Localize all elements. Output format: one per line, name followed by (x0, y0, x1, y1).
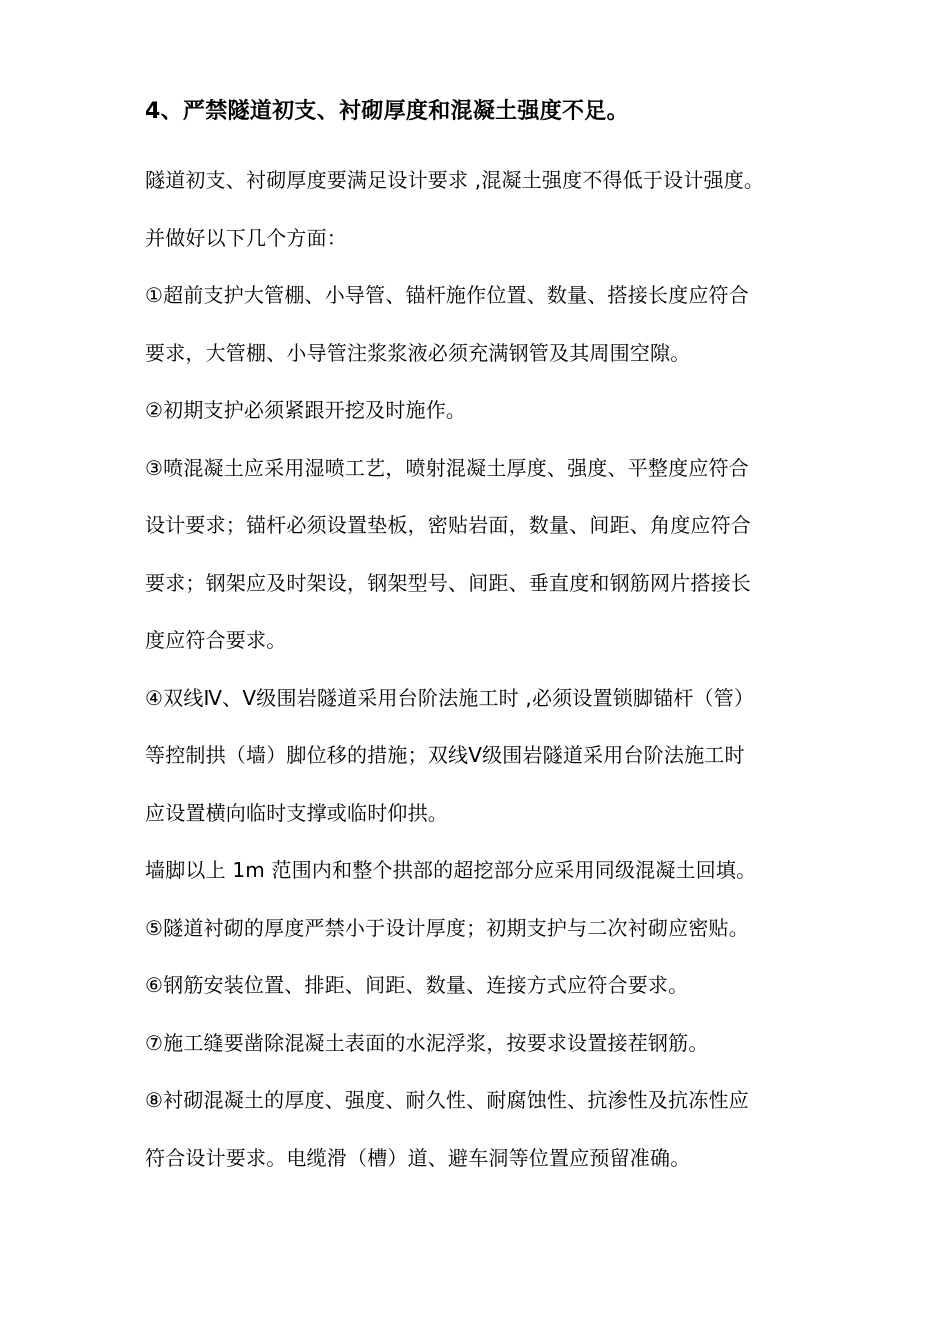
text-line: ②初期支护必须紧跟开挖及时施作。 (145, 398, 467, 422)
text-line: ①超前支护大管棚、小导管、锚杆施作位置、数量、搭接长度应符合 (145, 283, 749, 307)
text-line: 度应符合要求。 (145, 628, 287, 652)
text-line: 并做好以下几个方面： (145, 225, 347, 250)
text-line: 设计要求；锚杆必须设置垫板，密贴岩面，数量、间距、角度应符合 (145, 513, 751, 537)
text-line: 符合设计要求。电缆滑（槽）道、避车洞等位置应预留准确。 (145, 1145, 691, 1170)
body-text (145, 160, 835, 1195)
section-heading: 4、严禁隧道初支、衬砌厚度和混凝土强度不足。 (145, 99, 629, 124)
text-line: 墙脚以上 1m 范围内和整个拱部的超挖部分应采用同级混凝土回填。 (145, 858, 757, 882)
text-line: ⑧衬砌混凝土的厚度、强度、耐久性、耐腐蚀性、抗渗性及抗冻性应 (145, 1088, 749, 1112)
text-line: ⑥钢筋安装位置、排距、间距、数量、连接方式应符合要求。 (145, 973, 689, 997)
text-line: ③喷混凝土应采用湿喷工艺，喷射混凝土厚度、强度、平整度应符合 (145, 455, 749, 480)
text-line: 等控制拱（墙）脚位移的措施；双线Ⅴ级围岩隧道采用台阶法施工时 (145, 743, 745, 767)
text-line: 要求，大管棚、小导管注浆浆液必须充满钢管及其周围空隙。 (145, 340, 691, 365)
text-line: 要求；钢架应及时架设，钢架型号、间距、垂直度和钢筋网片搭接长 (145, 570, 751, 595)
text-line: ④双线Ⅳ、Ⅴ级围岩隧道采用台阶法施工时 ,必须设置锁脚锚杆（管） (145, 685, 755, 710)
text-line: 隧道初支、衬砌厚度要满足设计要求 ,混凝土强度不得低于设计强度。 (145, 168, 765, 192)
text-line: ⑦施工缝要凿除混凝土表面的水泥浮浆，按要求设置接茬钢筋。 (145, 1030, 709, 1055)
text-line: 应设置横向临时支撑或临时仰拱。 (145, 800, 448, 825)
text-line: ⑤隧道衬砌的厚度严禁小于设计厚度；初期支护与二次衬砌应密贴。 (145, 915, 749, 940)
